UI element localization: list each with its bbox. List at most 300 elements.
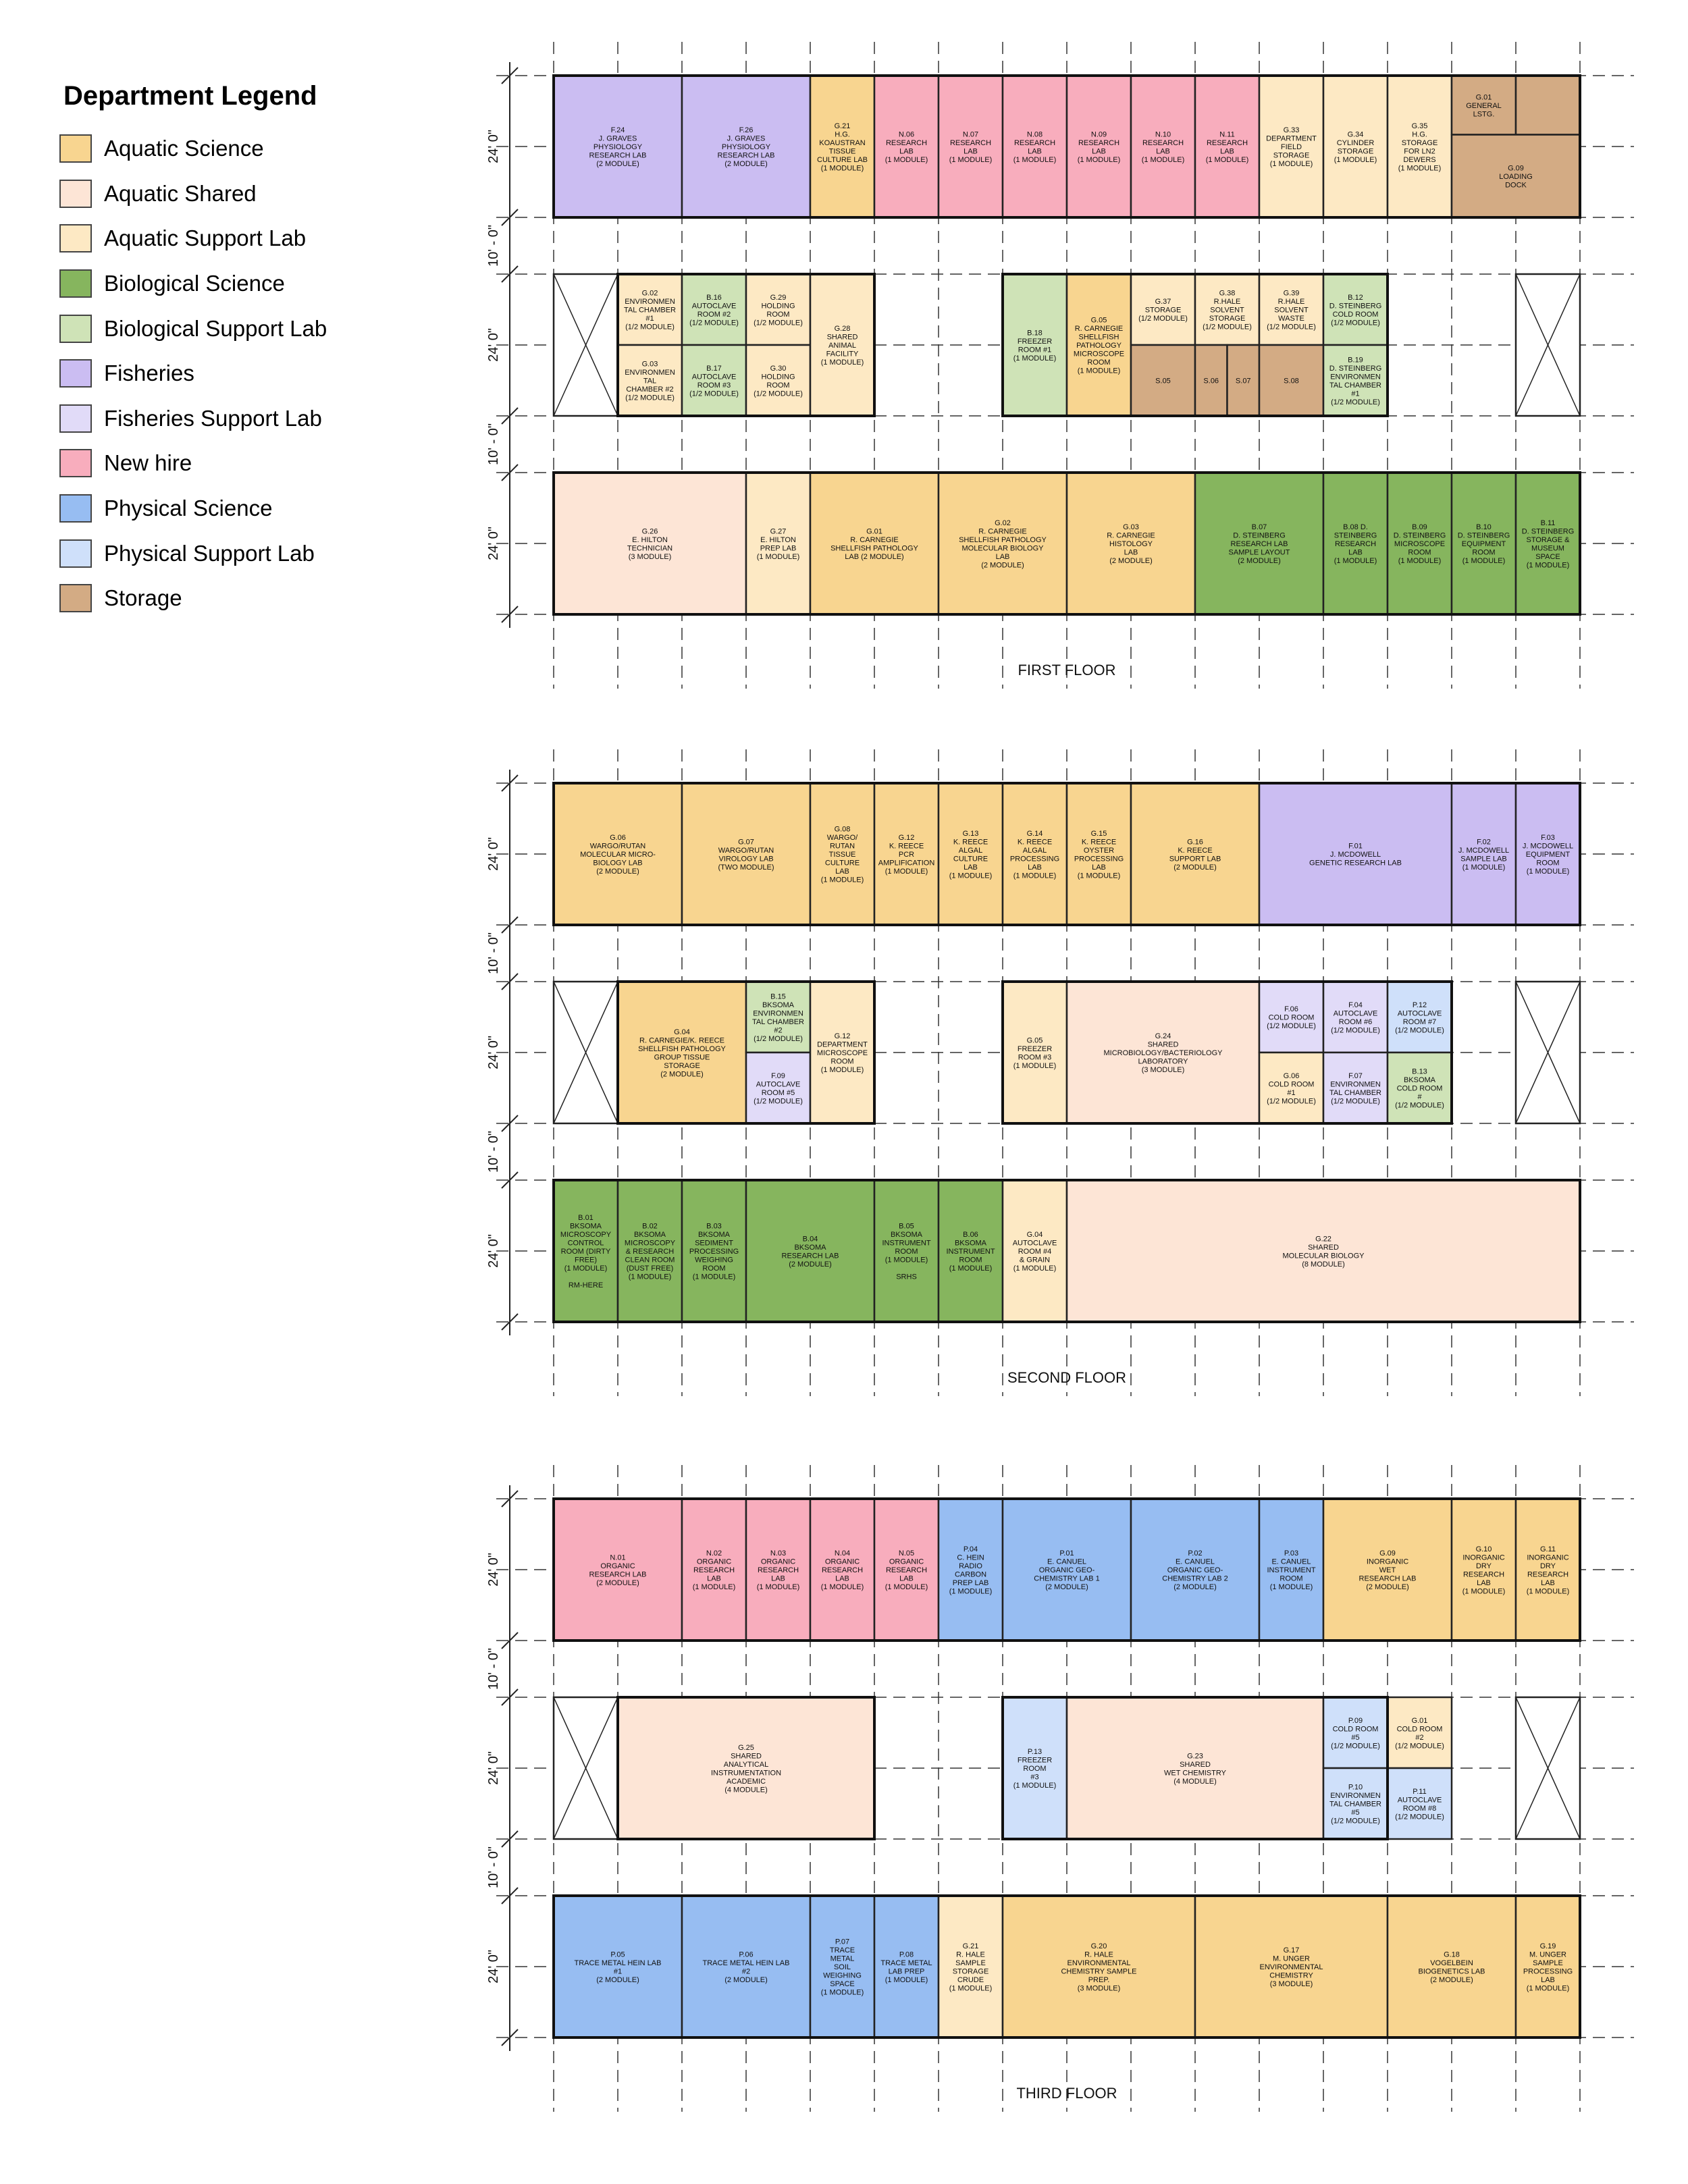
room-label-line: B.17	[706, 364, 722, 373]
room-label-line: B.07	[1251, 523, 1267, 531]
room-label-line: (1/2 MODULE)	[689, 319, 739, 327]
room-label-line: C. HEIN	[957, 1553, 984, 1562]
room-label-line: ALGAL	[958, 846, 983, 855]
room-label-line: BKSOMA	[954, 1239, 987, 1248]
room-label-line: R. CARNEGIE	[1074, 325, 1124, 333]
room-label-line: STORAGE	[1401, 138, 1438, 147]
room-label-line: RESEARCH	[885, 138, 928, 147]
room-label-line: INSTRUMENT	[1267, 1566, 1316, 1574]
room-label-line: (1 MODULE)	[949, 872, 993, 880]
room-label-line: (1 MODULE)	[1013, 155, 1057, 164]
room-label-line: D. STEINBERG	[1457, 531, 1510, 540]
room-label-line: G.12	[898, 834, 915, 842]
room-label-line: R.HALE	[1277, 298, 1305, 306]
room-label-line: (1/2 MODULE)	[754, 390, 803, 398]
room-label-line: (1/2 MODULE)	[1331, 1742, 1380, 1751]
room-label-line: STORAGE	[952, 1967, 989, 1976]
legend-title: Department Legend	[63, 81, 317, 111]
room-label-line: B.11	[1540, 518, 1556, 527]
room-label-line: B.15	[770, 992, 786, 1001]
room-label-line: #	[1417, 1093, 1422, 1101]
dimension-corridor-label: 10' - 0"	[486, 1130, 501, 1173]
room-label-line: DEWERS	[1403, 155, 1436, 164]
room-label-line: (1 MODULE)	[885, 155, 928, 164]
room-label-line: D. STEINBERG	[1393, 531, 1446, 540]
room-label-line: G.23	[1187, 1752, 1203, 1761]
dimension-bay-label: 24' 0"	[486, 130, 501, 163]
room-label-line: (2 MODULE)	[660, 1070, 704, 1079]
room-label-line: SHELLFISH PATHOLOGY	[959, 535, 1047, 544]
room-label-line: G.19	[1539, 1942, 1556, 1950]
room-label-line: G.22	[1315, 1235, 1331, 1244]
room-label-line: ORGANIC	[824, 1557, 860, 1566]
room-label-line: (1/2 MODULE)	[1331, 398, 1380, 406]
floor-title: SECOND FLOOR	[1007, 1369, 1127, 1386]
room-label-line: RESEARCH	[1013, 138, 1056, 147]
room-label-line: INORGANIC	[1527, 1553, 1569, 1562]
room-label-line: AMPLIFICATION	[878, 859, 935, 868]
room-label-line: G.04	[674, 1028, 690, 1036]
room-label-line: LAB	[1220, 147, 1234, 156]
room-label-line: COLD ROOM	[1332, 310, 1379, 319]
room-label-line: FREEZER	[1017, 1756, 1053, 1765]
room-label-line: RESEARCH	[949, 138, 992, 147]
room-label-line: (1/2 MODULE)	[754, 1097, 803, 1106]
room-label-line: RESEARCH LAB	[589, 151, 647, 160]
room-label-line: (1 MODULE)	[885, 1975, 928, 1984]
room-label-line: (1 MODULE)	[885, 868, 928, 876]
room-label-line: (1 MODULE)	[1462, 557, 1506, 565]
room-label-line: G.12	[834, 1032, 851, 1040]
room-label-line: P.04	[963, 1545, 978, 1553]
room-label-line: SHELLFISH PATHOLOGY	[638, 1044, 726, 1053]
dimension-bay-label: 24' 0"	[486, 1751, 501, 1785]
room-label-line: HISTOLOGY	[1109, 540, 1153, 548]
room-label-line: PROCESSING	[1074, 855, 1124, 863]
room-label-line: G.09	[1379, 1549, 1396, 1557]
room-label-line: DOCK	[1505, 181, 1527, 190]
room-label-line: G.06	[1283, 1071, 1300, 1080]
room-label-line: CONTROL	[567, 1239, 604, 1248]
room-label-line: RESEARCH	[1527, 1570, 1569, 1579]
room-label-line: G.38	[1219, 289, 1236, 298]
room-label-line: MICROSCOPY	[560, 1231, 612, 1239]
room-label-line: CHEMISTRY LAB 2	[1162, 1574, 1228, 1583]
room-label-line: (1 MODULE)	[756, 552, 800, 561]
floor-1	[486, 42, 1634, 689]
room-label-line: M. UNGER	[1273, 1954, 1310, 1963]
room-label-line: (3 MODULE)	[1141, 1066, 1185, 1074]
room-label-line: PROCESSING	[689, 1248, 739, 1256]
room-label-line: G.25	[738, 1743, 754, 1752]
room-label-line: ROOM #1	[1018, 346, 1052, 354]
room-label-line: (4 MODULE)	[1173, 1777, 1217, 1786]
room-label-line: CULTURE	[953, 855, 988, 863]
room-label-line: P.01	[1059, 1549, 1074, 1557]
room-label-line: WARGO/	[826, 834, 858, 842]
room-label-line: MOLECULAR BIOLOGY	[1282, 1252, 1365, 1260]
legend-label: Physical Support Lab	[104, 540, 315, 566]
room-label-line: E. HILTON	[632, 535, 668, 544]
room-label-line: P.12	[1412, 1001, 1427, 1009]
legend-label: Physical Science	[104, 496, 273, 521]
room-label-line: RM-HERE	[568, 1281, 604, 1289]
room-label-line: CRUDE	[957, 1975, 984, 1984]
room-label-line: ROOM	[1280, 1574, 1303, 1583]
room-label-line: (1 MODULE)	[949, 1264, 993, 1273]
room-label-line: (1/2 MODULE)	[1331, 1097, 1380, 1106]
room-label-line: ROOM #2	[697, 310, 731, 319]
legend-label: New hire	[104, 450, 192, 476]
room-label-line: (8 MODULE)	[1302, 1260, 1345, 1269]
room-label-line: #1	[645, 315, 654, 323]
room-label-line: LAB	[964, 863, 978, 872]
room-label-line: (2 MODULE)	[596, 1975, 639, 1984]
room-label-line: RESEARCH LAB	[717, 151, 775, 160]
room-label-line: WASTE	[1278, 315, 1304, 323]
room-label-line: MOLECULAR BIOLOGY	[961, 544, 1044, 553]
room-label-line: G.07	[738, 838, 754, 847]
room-label-line: LAB	[771, 1574, 785, 1583]
room-label-line: (1/2 MODULE)	[1395, 1026, 1444, 1035]
room-label-line: N.11	[1219, 130, 1235, 139]
room-label-line: (1 MODULE)	[692, 1583, 736, 1591]
room-label-line: P.09	[1348, 1716, 1363, 1725]
room-label-line: SHARED	[731, 1752, 762, 1761]
room-label-line: N.03	[770, 1549, 787, 1557]
room-label-line: LAB	[1477, 1578, 1491, 1587]
room-label-line: HOLDING	[761, 373, 795, 381]
room-label-line: G.21	[962, 1942, 979, 1950]
room-label-line: (2 MODULE)	[1173, 1583, 1217, 1591]
dimension-corridor-label: 10' - 0"	[486, 932, 501, 975]
room-label-line: BKSOMA	[697, 1231, 731, 1239]
room-label-line: (1 MODULE)	[564, 1264, 608, 1273]
room-label-line: LAB	[1028, 147, 1042, 156]
room-label-line: G.37	[1155, 298, 1171, 306]
room-label-line: ROOM (DIRTY	[560, 1248, 611, 1256]
room-label-line: (1 MODULE)	[1205, 155, 1249, 164]
room-label-line: G.01	[1411, 1716, 1428, 1725]
room-label-line: J. MCDOWELL	[1522, 842, 1574, 851]
room-label-line: (2 MODULE)	[1366, 1583, 1409, 1591]
room-label-line: PCR	[898, 851, 915, 859]
room-label-line: N.10	[1155, 130, 1171, 139]
room-label-line: F.06	[1284, 1005, 1298, 1013]
room-label-line: SOLVENT	[1210, 306, 1244, 315]
room-label-line: (1 MODULE)	[949, 155, 993, 164]
room-label-line: (1/2 MODULE)	[754, 319, 803, 327]
room-label-line: WET CHEMISTRY	[1164, 1769, 1226, 1778]
legend-label: Aquatic Shared	[104, 180, 257, 206]
room-label-line: MUSEUM	[1531, 544, 1564, 553]
room-label-line: ROOM	[895, 1248, 918, 1256]
room-label-line: FREEZER	[1017, 1044, 1053, 1053]
room-label-line: G.09	[1508, 164, 1524, 173]
room-label-line: P.08	[899, 1950, 914, 1959]
room-label-line: (2 MODULE)	[724, 160, 768, 168]
room-label-line: WEIGHING	[823, 1971, 862, 1980]
room-label-line: G.01	[1475, 93, 1492, 102]
legend-label: Aquatic Science	[104, 136, 264, 161]
room-label-line: G.26	[641, 527, 658, 536]
room-label-line: LAB	[1156, 147, 1170, 156]
room-label-line: STORAGE	[1209, 315, 1246, 323]
room-label-line: AUTOCLAVE	[1397, 1009, 1442, 1018]
room-label-line: (1 MODULE)	[820, 1066, 864, 1074]
room-label-line: LAB	[899, 1574, 914, 1583]
room-label-line: RESEARCH	[693, 1566, 735, 1574]
room-label-line: SAMPLE	[1533, 1959, 1563, 1967]
room-label-line: (1/2 MODULE)	[1395, 1813, 1444, 1821]
room-label-line: G.33	[1283, 126, 1300, 134]
room-label-line: D. STEINBERG	[1329, 364, 1382, 373]
room-label-line: B.05	[899, 1222, 914, 1231]
room-label-line: CHEMISTRY LAB 1	[1034, 1574, 1100, 1583]
room-label-line: (1/2 MODULE)	[1267, 1022, 1316, 1030]
room-label-line: G.08	[834, 825, 851, 834]
room-label-line: R. CARNEGIE/K. REECE	[639, 1036, 724, 1045]
room-label-line: G.03	[641, 360, 658, 369]
room-label-line: (1/2 MODULE)	[689, 390, 739, 398]
room-label-line: (1 MODULE)	[1269, 160, 1313, 168]
room-label-line: PREP.	[1088, 1975, 1110, 1984]
room-label-line: E. HILTON	[760, 535, 796, 544]
room-label-line: ORGANIC	[889, 1557, 924, 1566]
room-label-line: G.14	[1026, 829, 1043, 838]
room-label-line: (2 MODULE)	[1238, 557, 1281, 565]
room-label-line: LSTG.	[1473, 110, 1495, 119]
room-label-line: G.20	[1090, 1942, 1107, 1950]
room-label-line: SEDIMENT	[695, 1239, 733, 1248]
room-label-line: RESEARCH	[757, 1566, 799, 1574]
room-label-line: R. CARNEGIE	[1107, 531, 1155, 540]
room-label-line: (2 MODULE)	[724, 1975, 768, 1984]
room-label-line: D. STEINBERG	[1329, 302, 1382, 311]
room-label-line: B.10	[1476, 523, 1492, 531]
room-label-line: G.21	[834, 122, 851, 130]
room-label-line: SRHS	[896, 1273, 917, 1281]
room-label-line: ROOM	[959, 1256, 982, 1264]
room-label-line: ENVIRONMENTAL	[1067, 1959, 1131, 1967]
room-label-line: ROOM #4	[1018, 1248, 1052, 1256]
room-label-line: F.07	[1348, 1071, 1363, 1080]
room-label-line: RUTAN	[829, 842, 855, 851]
room-label-line: B.12	[1348, 293, 1363, 302]
room-label-line: SOLVENT	[1274, 306, 1309, 315]
room-label-line: (3 MODULE)	[1269, 1980, 1313, 1988]
room-label-line: SAMPLE LAB	[1460, 855, 1507, 863]
room-label-line: P.02	[1188, 1549, 1203, 1557]
room-label-line: G.02	[995, 518, 1011, 527]
room-label-line: BKSOMA	[569, 1222, 602, 1231]
room-label-line: (1 MODULE)	[1077, 872, 1121, 880]
room-label-line: LAB	[899, 147, 914, 156]
room-label-line: COLD ROOM	[1396, 1725, 1443, 1734]
room-label-line: TRACE METAL HEIN LAB	[574, 1959, 662, 1967]
room-label-line: RESEARCH	[821, 1566, 864, 1574]
room-label-line: B.08 D.	[1343, 523, 1368, 531]
room-label-line: ROOM	[702, 1264, 726, 1273]
room-label-line: K. REECE	[1081, 838, 1117, 847]
legend-label: Storage	[104, 585, 182, 611]
room-label-line: ENVIRONMEN	[1330, 1792, 1381, 1800]
room-label-line: LOADING	[1499, 172, 1533, 181]
room-label-line: (1 MODULE)	[949, 1984, 993, 1993]
room-label-line: ROOM	[1536, 859, 1560, 868]
room-label-line: CARBON	[954, 1570, 987, 1579]
room-label-line: G.27	[770, 527, 787, 536]
legend-label: Biological Support Lab	[104, 315, 327, 341]
room-label-line: (1 MODULE)	[1013, 1264, 1057, 1273]
room-label-line: FREEZER	[1017, 337, 1053, 346]
room-label-line: G.05	[1026, 1036, 1043, 1045]
room-label-line: LAB	[1028, 863, 1042, 872]
room-label-line: CLEAN ROOM	[625, 1256, 675, 1264]
room-label-line: K. REECE	[889, 842, 924, 851]
room-label-line: PROCESSING	[1009, 855, 1060, 863]
room-label-line: RESEARCH	[1142, 138, 1184, 147]
room-label-line: (1/2 MODULE)	[1395, 1742, 1444, 1751]
room-label-line: (1 MODULE)	[692, 1273, 736, 1281]
room-label-line: #5	[1351, 1733, 1360, 1742]
room-label-line: LAB	[707, 1574, 721, 1583]
room-label-line: LAB (2 MODULE)	[845, 552, 904, 561]
room-label-line: G.30	[770, 364, 787, 373]
room-label-line: G.13	[962, 829, 979, 838]
room-label-line: (1 MODULE)	[820, 164, 864, 173]
room-label-line: TAL CHAMBER	[623, 306, 677, 315]
room-label-line: CULTURE	[824, 859, 860, 868]
room-label-line: N.09	[1090, 130, 1107, 139]
room-label-line: SHARED	[826, 333, 858, 342]
room-label-line: ENVIRONMENTAL	[1259, 1963, 1323, 1971]
room-label-line: F.02	[1477, 838, 1491, 847]
room-label-line: RESEARCH	[1078, 138, 1120, 147]
room-label-line: (1 MODULE)	[820, 358, 864, 367]
room-label-line: COLD ROOM	[1268, 1013, 1315, 1022]
room-label-line: MOLECULAR MICRO-	[580, 851, 656, 859]
room-label-line: BIOLOGY LAB	[593, 859, 643, 868]
room-label-line: M. UNGER	[1529, 1950, 1566, 1959]
room-label-line: DRY	[1475, 1562, 1492, 1570]
room-label-line: E. CANUEL	[1047, 1557, 1087, 1566]
room-label-line: CHEMISTRY	[1269, 1971, 1313, 1980]
room-label-line: INORGANIC	[1462, 1553, 1505, 1562]
dimension-bay-label: 24' 0"	[486, 328, 501, 362]
room-label-line: F.04	[1348, 1001, 1363, 1009]
dimension-bay-label: 24' 0"	[486, 1234, 501, 1268]
room-label-line: S.06	[1203, 377, 1219, 385]
room-label-line: TRACE METAL HEIN LAB	[702, 1959, 790, 1967]
room-label-line: ORGANIC	[600, 1562, 635, 1570]
room-label-line: G.03	[1123, 523, 1139, 531]
room-label-line: ANIMAL	[828, 342, 856, 350]
dimension-corridor-label: 10' - 0"	[486, 423, 501, 466]
legend-label: Fisheries	[104, 361, 194, 386]
room-label-line: (1 MODULE)	[1077, 155, 1121, 164]
room-label-line: (1 MODULE)	[1013, 354, 1057, 363]
room-label-line: STORAGE	[1337, 147, 1374, 156]
room-label-line: WET	[1379, 1566, 1396, 1574]
room-label-line: P.10	[1348, 1783, 1363, 1792]
room-label-line: (1 MODULE)	[1462, 863, 1506, 872]
room-label-line: WARGO/RUTAN	[589, 842, 646, 851]
room-label-line: TAL CHAMBER	[1329, 1088, 1382, 1097]
room-label-line: B.06	[963, 1231, 978, 1239]
room-label-line: HOLDING	[761, 302, 795, 311]
room-label-line: SHARED	[1308, 1243, 1339, 1252]
room-label-line: G.01	[866, 527, 882, 536]
room-label-line: J. MCDOWELL	[1329, 851, 1381, 859]
room-label-line: OYSTER	[1083, 846, 1115, 855]
room-label-line: P.05	[610, 1950, 625, 1959]
room-label-line: GENERAL	[1466, 101, 1502, 110]
room-label-line: (1 MODULE)	[1269, 1583, 1313, 1591]
room-label-line: LAB	[835, 868, 849, 876]
legend-label: Aquatic Support Lab	[104, 225, 307, 251]
room-label-line: ALGAL	[1022, 846, 1047, 855]
room-label-line: CULTURE LAB	[817, 155, 868, 164]
room-label-line: BKSOMA	[762, 1001, 795, 1009]
room-label-line: BKSOMA	[794, 1243, 826, 1252]
room-label-line: RESEARCH LAB	[1359, 1574, 1417, 1583]
room-label-line: G.39	[1283, 289, 1300, 298]
room-label-line: ROOM #7	[1402, 1017, 1437, 1026]
room-label-line: AUTOCLAVE	[691, 373, 737, 381]
room-label-line: MICROSCOPE	[1073, 350, 1125, 358]
room-label-line: #1	[1351, 390, 1360, 398]
room-label-line: AUTOCLAVE	[1012, 1239, 1057, 1248]
room-label-line: (1 MODULE)	[1526, 561, 1570, 570]
room-label-line: G.34	[1347, 130, 1364, 139]
room-label-line: STORAGE	[1144, 306, 1182, 315]
room-label-line: PREP LAB	[952, 1578, 989, 1587]
room-label-line: SHARED	[1180, 1760, 1211, 1769]
room-label-line: H.G.	[1412, 130, 1427, 139]
room-label-line: GROUP TISSUE	[654, 1053, 710, 1062]
room-label-line: P.03	[1284, 1549, 1299, 1557]
room-label-line: LAB	[1541, 1578, 1555, 1587]
room-label-line: ORGANIC GEO-	[1167, 1566, 1223, 1574]
room-label-line: ROOM	[1087, 358, 1111, 367]
room-label-line: D. STEINBERG	[1521, 527, 1575, 536]
room-label-line: E. CANUEL	[1271, 1557, 1311, 1566]
room-label-line: (1/2 MODULE)	[1331, 1817, 1380, 1826]
room-label-line: PHYSIOLOGY	[721, 143, 771, 151]
room-label-line: R. HALE	[956, 1950, 985, 1959]
room-label-line: LABORATORY	[1138, 1057, 1188, 1066]
room-label-line: COLD ROOM	[1268, 1080, 1315, 1089]
room-label-line: (1 MODULE)	[885, 1583, 928, 1591]
room-label-line: (1 MODULE)	[1526, 868, 1570, 876]
room-label-line: S.08	[1284, 377, 1299, 385]
room-label-line: (1/2 MODULE)	[1331, 319, 1380, 327]
room-label-line: ANALYTICAL	[723, 1760, 769, 1769]
room-label-line: G.35	[1411, 122, 1428, 130]
room-label-line: EQUIPMENT	[1461, 540, 1506, 548]
room-label-line: (1/2 MODULE)	[1267, 323, 1316, 331]
dimension-bay-label: 24' 0"	[486, 527, 501, 560]
room-label-line: PROCESSING	[1523, 1967, 1573, 1976]
room-label-line: & RESEARCH	[625, 1248, 675, 1256]
room-label-line: TECHNICIAN	[627, 544, 673, 553]
room-label-line: KOAUSTRAN	[819, 138, 866, 147]
room-label-line: STORAGE &	[1526, 535, 1570, 544]
room-label-line: RESEARCH LAB	[1230, 540, 1288, 548]
dimension-corridor-label: 10' - 0"	[486, 1647, 501, 1690]
room-label-line: G.15	[1090, 829, 1107, 838]
